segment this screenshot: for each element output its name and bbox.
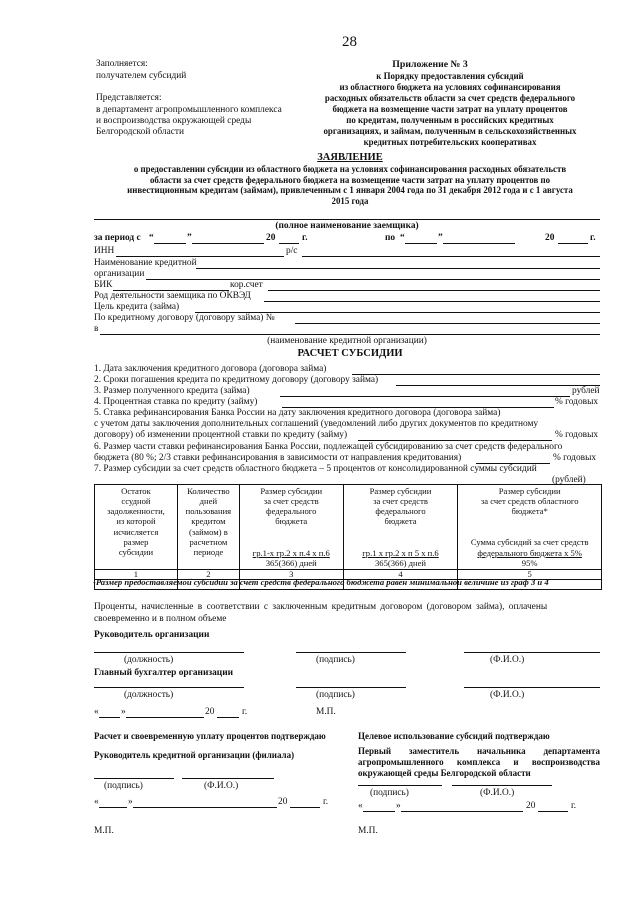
bank-head-label: Руководитель кредитной организации (филиала) [94, 750, 295, 760]
declaration-line-2: своевременно и в полном объеме [94, 614, 227, 624]
col3-header: Размер субсидии за счет средств федерального бюджета гр.1-х гр.2 х п.4 х п.6 365(366) дней [239, 485, 343, 570]
fills-value: получателем субсидий [96, 71, 187, 81]
application-subtitle: о предоставлении субсидии из областного бюджета на условиях софинансирования расходных обязательств области за счет средств федерального бюджета на возмещение части затрат на уплату процентов по инвестиционным кредитам (займам), привлеченным с 1 января 2004 года по 31 декабря 2012 года и с 1 августа 2015 года [127, 164, 573, 207]
bank-date-year-line[interactable] [290, 807, 320, 808]
col-number-2: 2 [177, 569, 239, 579]
dept-date-day-line[interactable] [363, 811, 395, 812]
calc-item-3-line[interactable] [280, 396, 570, 397]
col5-pct: 95% [521, 557, 538, 568]
okved-label: Род деятельности заемщика по ОКВЭД [94, 291, 251, 301]
calc-item-3-unit: рублей [572, 386, 600, 396]
inn-label: ИНН [94, 246, 115, 256]
col-number-3: 3 [239, 569, 343, 579]
acc-signature-caption: (подпись) [316, 690, 355, 700]
calc-item-7: 7. Размер субсидии за счет средств областного бюджета – 5 процентов от консолидированной суммы субсидий [94, 464, 537, 474]
stamp-place: М.П. [316, 707, 336, 717]
calc-item-4-unit: % годовых [555, 397, 599, 407]
col4-days: 365(366) дней [374, 557, 427, 568]
bank-date-day-line[interactable] [99, 807, 127, 808]
dept-date-year-line[interactable] [538, 811, 568, 812]
bank-date-quote-close: » [128, 797, 133, 807]
kor-label: кор.счет [230, 280, 263, 290]
period-to-quote-close: ” [438, 233, 443, 243]
rs-line[interactable] [302, 256, 600, 257]
calc-item-6: 6. Размер части ставки рефинансирования Банка России, подлежащей субсидированию за счет средств федерального [94, 442, 563, 452]
bank-name-line-2[interactable] [146, 279, 600, 280]
inn-line[interactable] [116, 256, 284, 257]
dept-date-year-suffix: г. [571, 801, 577, 811]
contract-line[interactable] [295, 323, 600, 324]
dept-stamp-place: М.П. [358, 826, 378, 836]
calc-item-6b: бюджета (80 %; 2/3 ставки рефинансирования в зависимости от направления кредитования) [94, 453, 462, 463]
col4-formula: гр.1 х гр.2 х п 5 х п.6 [362, 547, 439, 558]
calc-item-4: 4. Процентная ставка по кредиту (займу) [94, 397, 258, 407]
bank-caption: (наименование кредитной организации) [267, 336, 427, 346]
calc-item-7-unit: (рублей) [552, 475, 586, 485]
col1-header: Остаток ссудной задолженности, из которой исчисляется размер субсидии [95, 485, 178, 570]
period-quote-close: ” [187, 233, 192, 243]
col-number-4: 4 [343, 569, 458, 579]
calc-item-5b: с учетом даты заключения дополнительных соглашений (уведомлений либо других документов по кредитному [94, 419, 539, 429]
dept-signature-caption: (подпись) [370, 788, 409, 798]
head-signature-caption: (подпись) [316, 655, 355, 665]
in-label: в [94, 324, 99, 334]
bank-signature-caption: (подпись) [104, 781, 143, 791]
col3-days: 365(366) дней [265, 557, 317, 568]
head-org-label: Руководитель организации [94, 630, 210, 640]
calc-title: РАСЧЕТ СУБСИДИИ [297, 348, 403, 359]
bank-line[interactable] [100, 334, 600, 335]
col-number-5: 5 [458, 569, 602, 579]
dept-fio-line[interactable] [452, 785, 552, 786]
col3-formula: гр.1-х гр.2 х п.4 х п.6 [252, 547, 330, 558]
head-signature-line[interactable] [296, 652, 406, 653]
submit-line-3: Белгородской области [96, 127, 185, 137]
fills-label: Заполняется: [96, 59, 148, 69]
calc-item-6-unit: % годовых [553, 453, 597, 463]
period-to-day-line[interactable] [405, 243, 437, 244]
acc-fio-line[interactable] [464, 687, 600, 688]
calc-item-2: 2. Сроки погашения кредита по кредитному договору (договору займа) [94, 375, 379, 385]
col2-header: Количество дней пользования кредитом (займом) в расчетном периоде [177, 485, 239, 570]
acc-position-line[interactable] [94, 687, 244, 688]
dept-confirm-label: Целевое использование субсидий подтверждаю [358, 731, 550, 741]
date-day-line[interactable] [99, 717, 120, 718]
dept-date-month-line[interactable] [401, 811, 523, 812]
okved-line[interactable] [264, 301, 600, 302]
dept-date-year: 20 [526, 801, 536, 811]
acc-fio-caption: (Ф.И.О.) [490, 690, 525, 700]
date-year-line[interactable] [217, 717, 239, 718]
calc-table [94, 484, 602, 590]
dept-official: Первый заместитель начальника департамента агропромышленного комплекса и воспроизводства окружающей среды Белгородской области [358, 746, 600, 778]
dept-signature-line[interactable] [358, 785, 442, 786]
rs-label: р/с [286, 246, 298, 256]
calc-item-2-line[interactable] [396, 385, 600, 386]
bank-fio-caption: (Ф.И.О.) [204, 781, 239, 791]
calc-item-5-unit: % годовых [555, 430, 599, 440]
table-note: -Размер предоставляемой субсидии за счет средств федерального бюджета равен минимальной величине из граф 3 и 4 [93, 577, 549, 587]
calc-item-5: 5. Ставка рефинансирования Банка России на дату заключения кредитного договора (договора займа) [94, 408, 501, 418]
period-year-line[interactable] [279, 243, 299, 244]
period-to-label: по [385, 233, 396, 243]
col-number-1: 1 [95, 569, 178, 579]
period-to-month-line[interactable] [443, 243, 515, 244]
bank-date-quote-open: « [94, 797, 99, 807]
chief-accountant-label: Главный бухгалтер организации [94, 668, 234, 678]
acc-position-caption: (должность) [124, 690, 174, 700]
bank-fio-line[interactable] [182, 778, 274, 779]
calc-item-5c: договору) об изменении процентной ставки по кредиту (займу) [94, 430, 348, 440]
bank-date-year-suffix: г. [323, 797, 329, 807]
period-to-year: 20 [545, 233, 555, 243]
head-position-caption: (должность) [124, 655, 174, 665]
calc-item-3: 3. Размер полученного кредита (займа) [94, 386, 250, 396]
calc-item-1: 1. Дата заключения кредитного договора (договора займа) [94, 364, 327, 374]
calc-item-5-line[interactable] [358, 440, 552, 441]
date-month-line[interactable] [126, 717, 204, 718]
col5-header: Размер субсидии за счет средств областного бюджета* Сумма субсидий за счет средств федерального бюджета х 5% 95% [458, 485, 602, 570]
period-day-line[interactable] [154, 243, 186, 244]
date-quote-open: « [94, 707, 99, 717]
declaration-line-1: Проценты, начисленные в соответствии с заключенным кредитным договором (договором займа), оплачены [94, 602, 548, 612]
col4-header: Размер субсидии за счет средств федерального бюджета гр.1 х гр.2 х п 5 х п.6 365(366) дней [343, 485, 458, 570]
page-number: 28 [342, 34, 357, 50]
borrower-name-line[interactable] [94, 219, 600, 220]
contract-label: По кредитному договору (договору займа) № [94, 313, 275, 323]
dept-fio-caption: (Ф.И.О.) [480, 788, 515, 798]
period-year: 20 [266, 233, 276, 243]
bank-date-month-line[interactable] [133, 807, 277, 808]
period-label: за период с [94, 233, 141, 243]
head-position-line[interactable] [94, 652, 244, 653]
head-fio-caption: (Ф.И.О.) [490, 655, 525, 665]
bank-name-label-1: Наименование кредитной [94, 258, 197, 268]
date-quote-close: » [121, 707, 126, 717]
appendix-title: Приложение № 3 [392, 59, 468, 70]
purpose-label: Цель кредита (займа) [94, 302, 180, 312]
bank-signature-line[interactable] [94, 778, 174, 779]
appendix-text: к Порядку предоставления субсидий из областного бюджета на условиях софинансирования расходных обязательств области за счет средств федерального бюджета на возмещение части затрат на уплату процентов по кредитам, полученным в российских кредитных организациях, и займам, полученным в сельскохозяйственных кредитных потребительских кооперативах [323, 71, 577, 147]
bank-name-label-2: организации [94, 269, 145, 279]
bank-name-line-1[interactable] [196, 268, 600, 269]
col5-sum: Сумма субсидий за счет средств [470, 537, 589, 548]
kor-line[interactable] [268, 290, 600, 291]
period-quote-open: “ [149, 233, 154, 243]
submit-line-1: в департамент агропромышленного комплекса [96, 105, 282, 115]
bik-label: БИК [94, 280, 113, 290]
submit-line-2: и воспроизводства окружающей среды [96, 116, 252, 126]
borrower-caption: (полное наименование заемщика) [275, 221, 419, 231]
period-year-suffix: г. [302, 233, 308, 243]
acc-signature-line[interactable] [296, 687, 406, 688]
col5-sum-2: федерального бюджета х 5% [477, 547, 582, 558]
period-month-line[interactable] [192, 243, 264, 244]
bank-confirm-label: Расчет и своевременную уплату процентов подтверждаю [94, 731, 326, 741]
calc-item-1-line[interactable] [352, 374, 600, 375]
bank-stamp-place: М.П. [94, 826, 114, 836]
head-fio-line[interactable] [464, 652, 600, 653]
bank-date-year: 20 [278, 797, 288, 807]
date-year: 20 [205, 707, 215, 717]
dept-date-quote-close: » [396, 801, 401, 811]
period-to-year-suffix: г. [590, 233, 596, 243]
date-year-suffix: г. [242, 707, 248, 717]
period-to-year-line[interactable] [558, 243, 588, 244]
submit-label: Представляется: [96, 93, 162, 103]
application-title: ЗАЯВЛЕНИЕ [317, 152, 383, 163]
table-header-row [95, 485, 602, 570]
dept-date-quote-open: « [358, 801, 363, 811]
period-to-quote-open: “ [400, 233, 405, 243]
